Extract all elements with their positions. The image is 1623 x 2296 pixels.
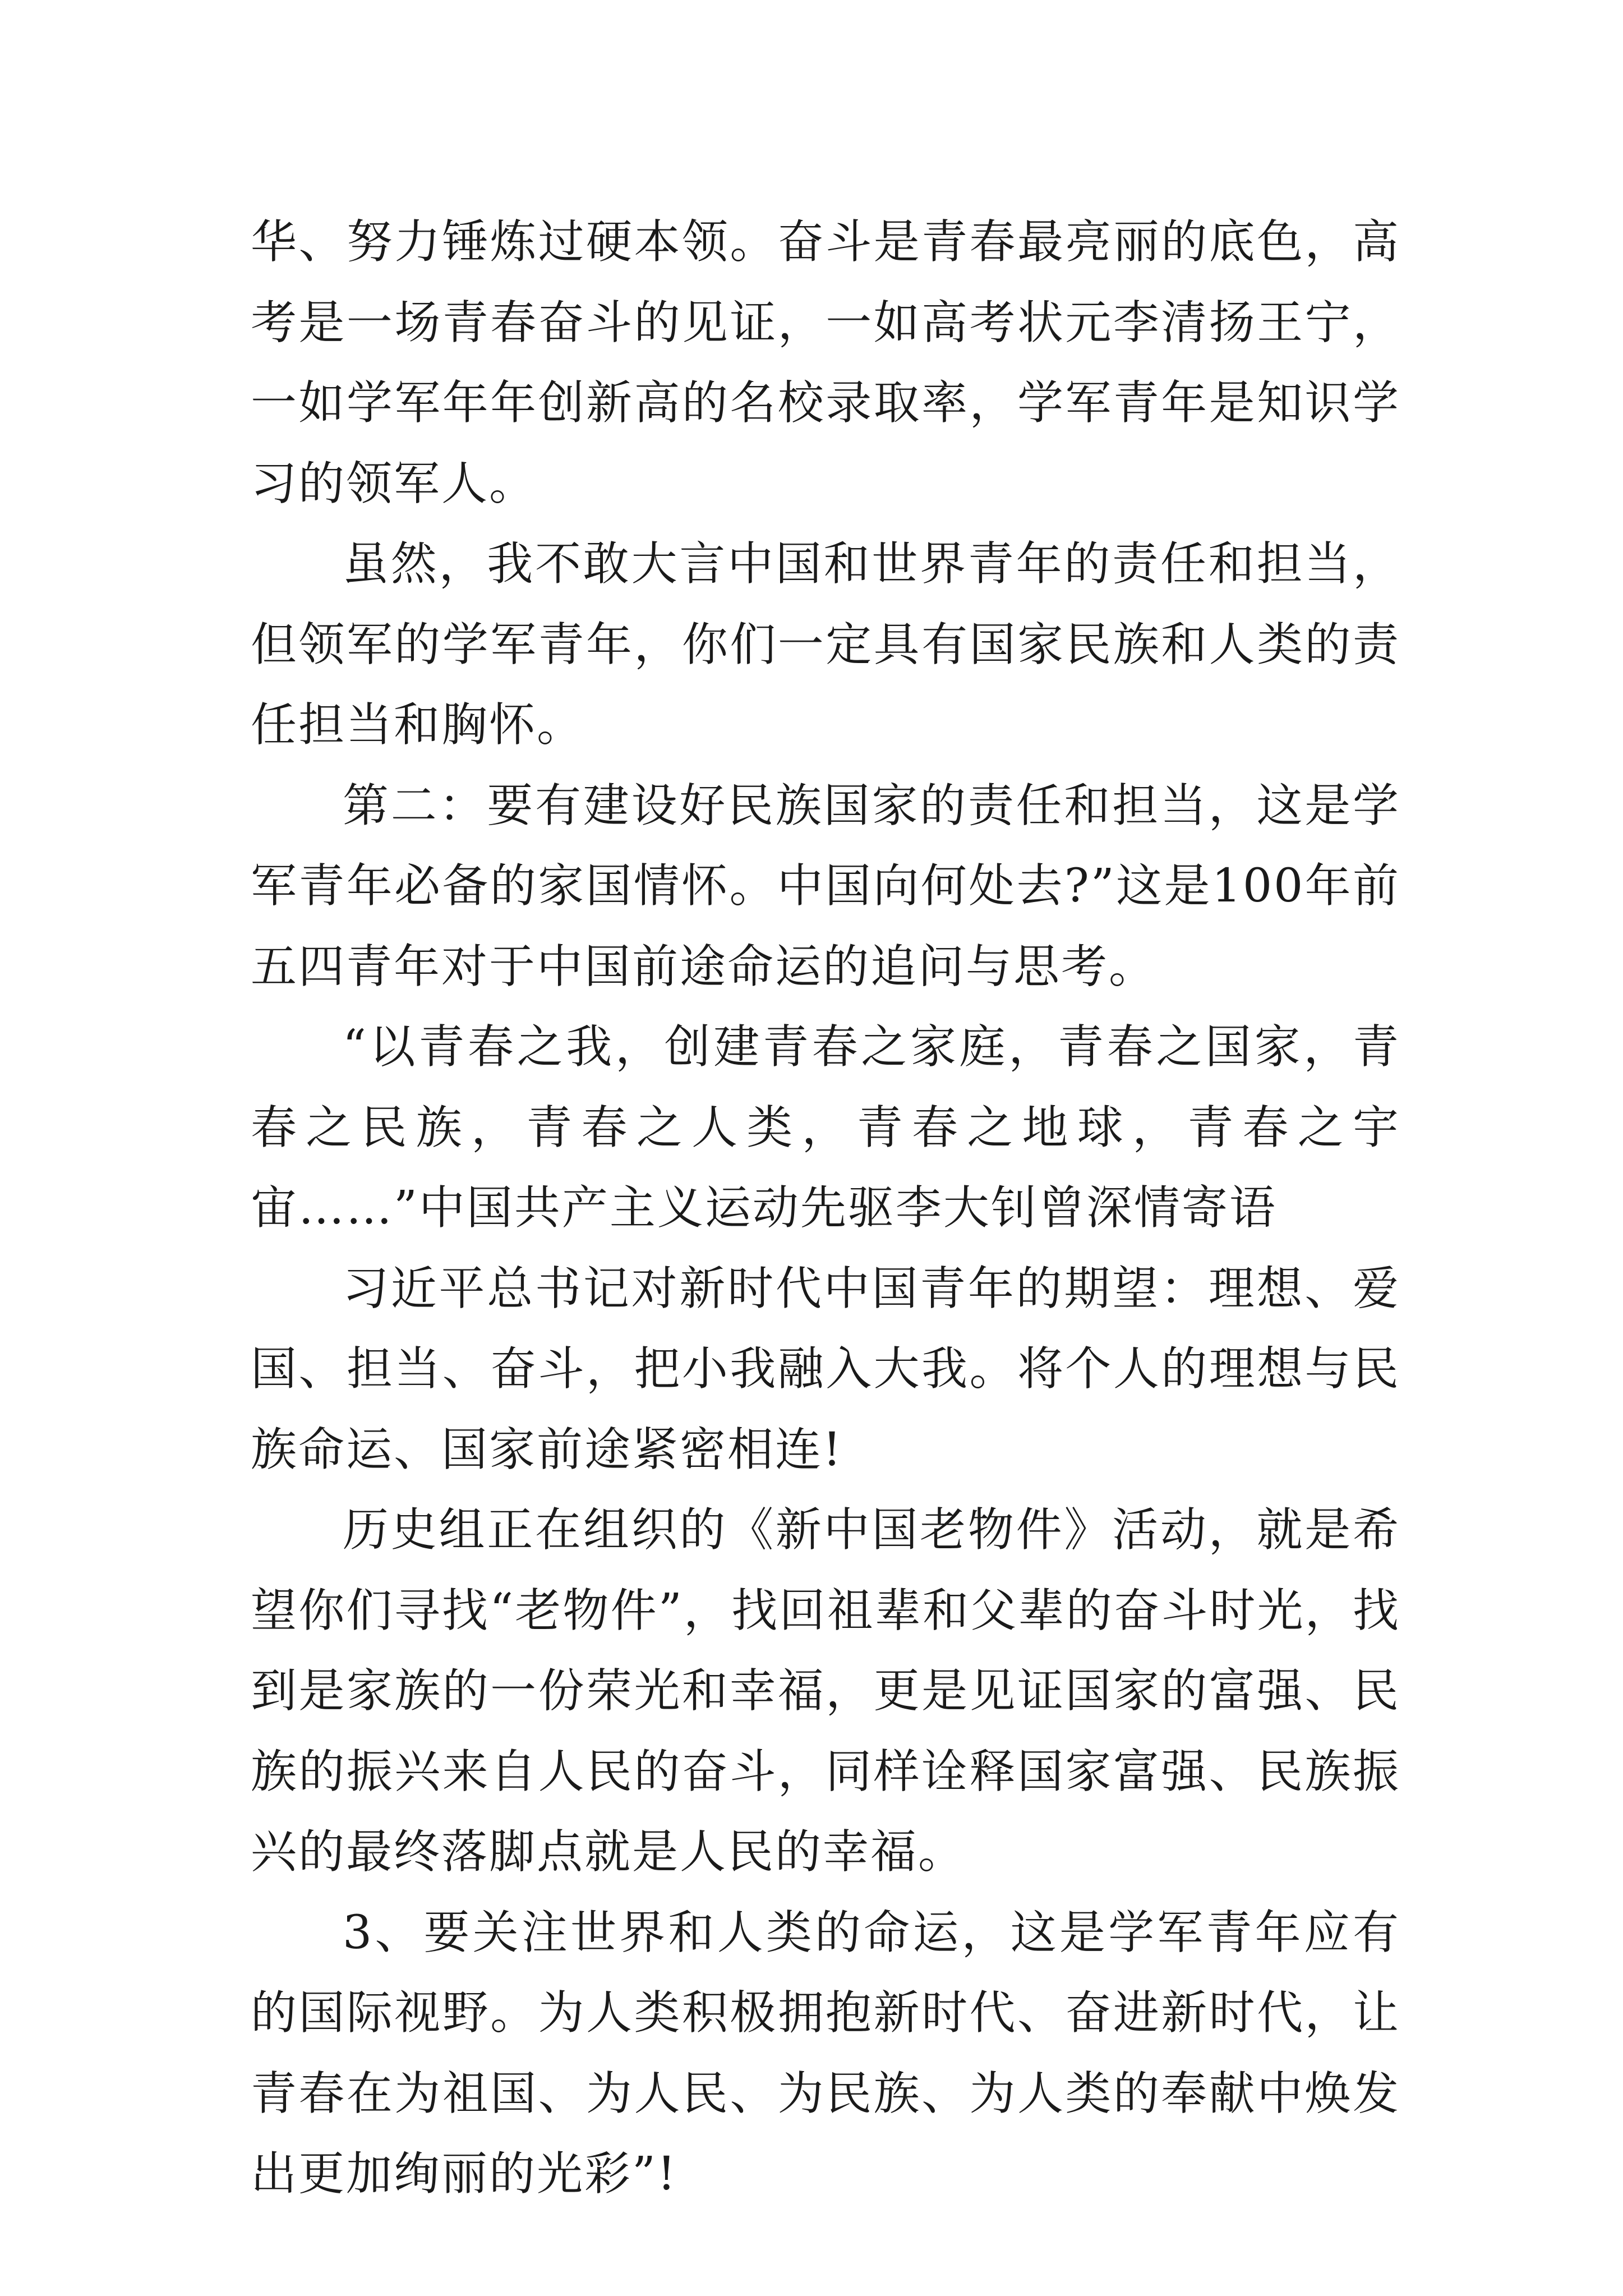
- paragraph-2: 虽然，我不敢大言中国和世界青年的责任和担当，但领军的学军青年，你们一定具有国家民族和人类的责任担当和胸怀。: [251, 537, 1400, 752]
- paragraph-4: “以青春之我，创建青春之家庭，青春之国家，青春之民族，青春之人类，青春之地球，青春之宇宙……”中国共产主义运动先驱李大钊曾深情寄语: [251, 1020, 1400, 1235]
- paragraph-7: 3、要关注世界和人类的命运，这是学军青年应有的国际视野。为人类积极拥抱新时代、奋进新时代，让青春在为祖国、为人民、为民族、为人类的奉献中焕发出更加绚丽的光彩”!: [251, 1906, 1400, 2201]
- paragraph-1: 华、努力锤炼过硬本领。奋斗是青春最亮丽的底色，高考是一场青春奋斗的见证，一如高考状元李清扬王宁，一如学军年年创新高的名校录取率，学军青年是知识学习的领军人。: [251, 215, 1400, 510]
- paragraph-5: 习近平总书记对新时代中国青年的期望：理想、爱国、担当、奋斗，把小我融入大我。将个人的理想与民族命运、国家前途紧密相连!: [251, 1262, 1400, 1476]
- document-body: [251, 202, 1400, 2215]
- paragraph-6: 历史组正在组织的《新中国老物件》活动，就是希望你们寻找“老物件”，找回祖辈和父辈的奋斗时光，找到是家族的一份荣光和幸福，更是见证国家的富强、民族的振兴来自人民的奋斗，同样诠释国家富强、民族振兴的最终落脚点就是人民的幸福。: [251, 1503, 1400, 1879]
- paragraph-3: 第二：要有建设好民族国家的责任和担当，这是学军青年必备的家国情怀。中国向何处去?”这是100年前五四青年对于中国前途命运的追问与思考。: [251, 779, 1400, 993]
